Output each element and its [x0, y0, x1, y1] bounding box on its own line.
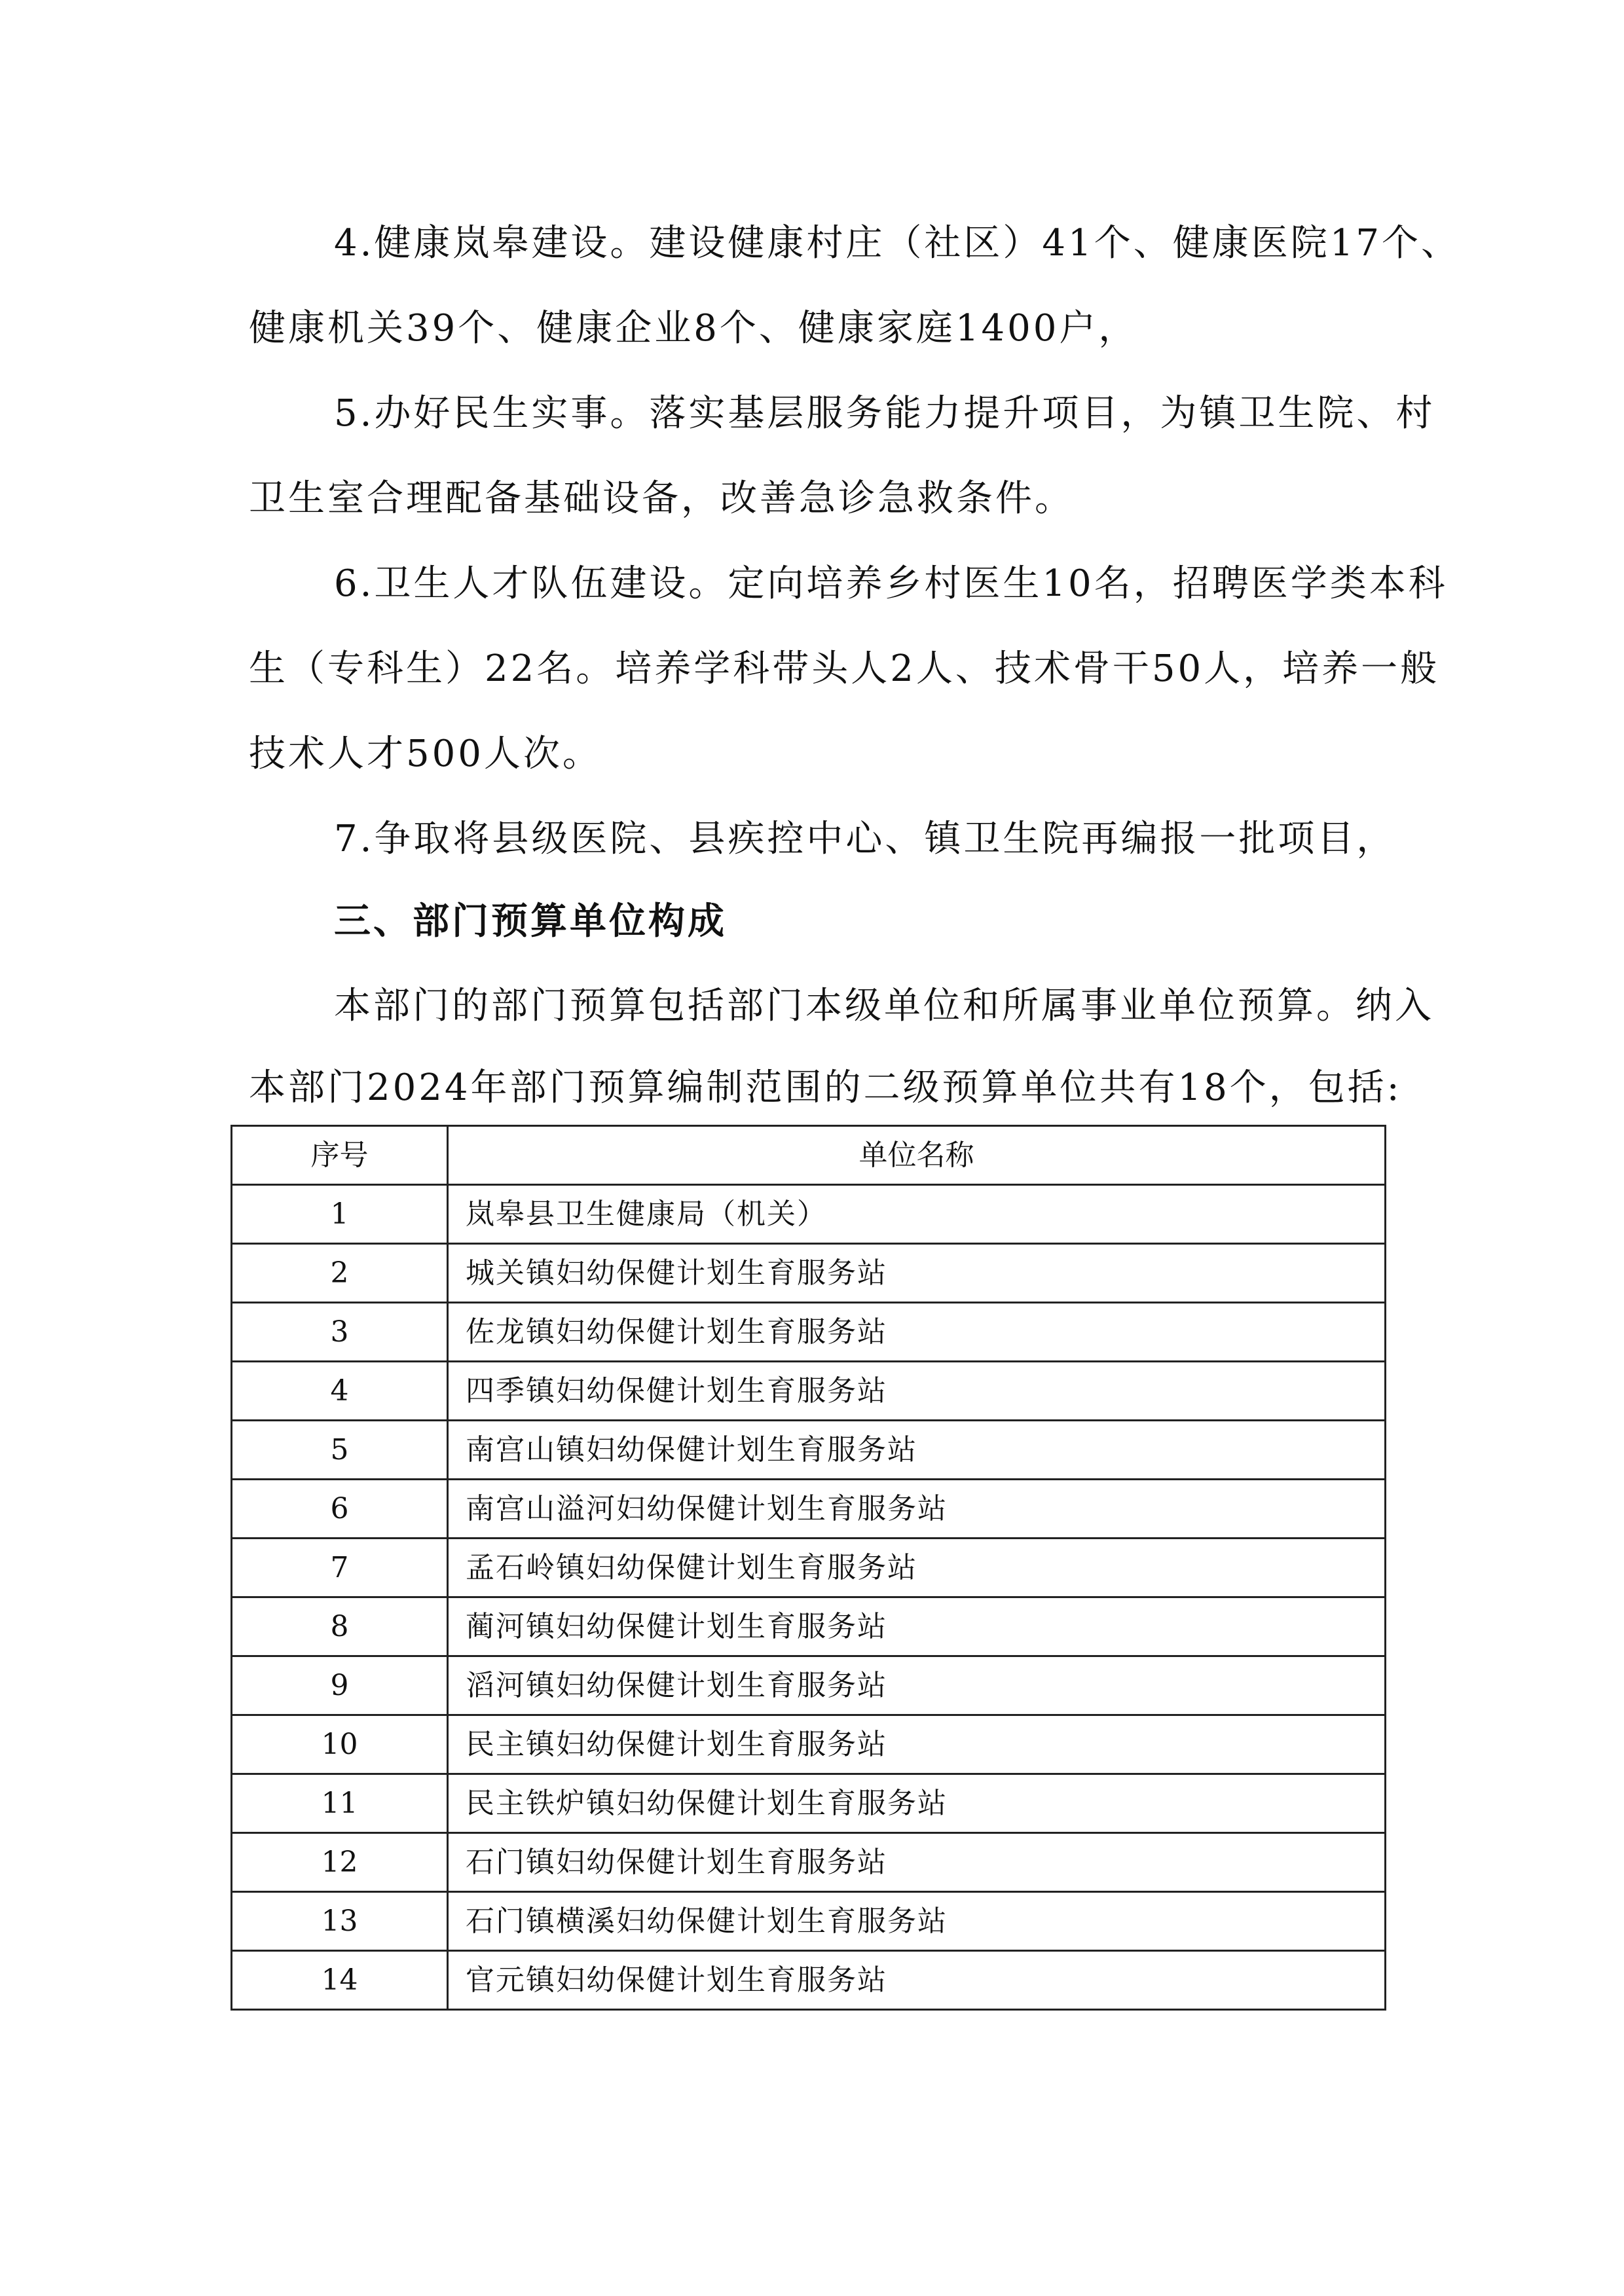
paragraph-4-line-2: 健康机关39个、健康企业8个、健康家庭1400户，: [249, 307, 1138, 350]
row-name: 滔河镇妇幼保健计划生育服务站: [448, 1656, 1386, 1715]
table-row: [232, 1303, 1386, 1362]
row-no: 7: [232, 1539, 448, 1597]
table-row: [232, 1715, 1386, 1774]
row-name: 石门镇横溪妇幼保健计划生育服务站: [448, 1892, 1386, 1951]
paragraph-4-line-1: 4.健康岚皋建设。建设健康村庄（社区）41个、健康医院17个、: [334, 222, 1460, 264]
row-no: 4: [232, 1362, 448, 1421]
paragraph-6-line-1: 6.卫生人才队伍建设。定向培养乡村医生10名，招聘医学类本科: [334, 562, 1448, 605]
intro-line-1: 本部门的部门预算包括部门本级单位和所属事业单位预算。纳入: [334, 985, 1434, 1027]
table-row: [232, 1362, 1386, 1421]
row-name: 城关镇妇幼保健计划生育服务站: [448, 1244, 1386, 1303]
row-no: 8: [232, 1597, 448, 1656]
header-name: 单位名称: [448, 1126, 1386, 1185]
table-header-row: [232, 1126, 1386, 1185]
row-no: 12: [232, 1833, 448, 1892]
row-name: 石门镇妇幼保健计划生育服务站: [448, 1833, 1386, 1892]
row-name: 佐龙镇妇幼保健计划生育服务站: [448, 1303, 1386, 1362]
row-name: 官元镇妇幼保健计划生育服务站: [448, 1951, 1386, 2010]
table-row: [232, 1892, 1386, 1951]
row-name: 岚皋县卫生健康局（机关）: [448, 1185, 1386, 1244]
row-no: 9: [232, 1656, 448, 1715]
table-row: [232, 1480, 1386, 1539]
table-row: [232, 1951, 1386, 2010]
row-no: 5: [232, 1421, 448, 1480]
row-name: 民主铁炉镇妇幼保健计划生育服务站: [448, 1774, 1386, 1833]
row-no: 6: [232, 1480, 448, 1539]
row-no: 1: [232, 1185, 448, 1244]
table-row: [232, 1539, 1386, 1597]
table-row: [232, 1421, 1386, 1480]
row-no: 10: [232, 1715, 448, 1774]
paragraph-7-line-1: 7.争取将县级医院、县疾控中心、镇卫生院再编报一批项目，: [334, 818, 1396, 860]
row-name: 四季镇妇幼保健计划生育服务站: [448, 1362, 1386, 1421]
table-row: [232, 1774, 1386, 1833]
row-name: 蔺河镇妇幼保健计划生育服务站: [448, 1597, 1386, 1656]
header-no: 序号: [232, 1126, 448, 1185]
table-row: [232, 1656, 1386, 1715]
row-name: 民主镇妇幼保健计划生育服务站: [448, 1715, 1386, 1774]
row-no: 14: [232, 1951, 448, 2010]
row-no: 11: [232, 1774, 448, 1833]
row-no: 13: [232, 1892, 448, 1951]
section-heading: 三、部门预算单位构成: [334, 900, 727, 943]
table-row: [232, 1597, 1386, 1656]
row-name: 孟石岭镇妇幼保健计划生育服务站: [448, 1539, 1386, 1597]
intro-line-2: 本部门2024年部门预算编制范围的二级预算单位共有18个，包括:: [249, 1066, 1402, 1109]
table-row: [232, 1185, 1386, 1244]
paragraph-5-line-2: 卫生室合理配备基础设备，改善急诊急救条件。: [249, 477, 1074, 520]
row-no: 2: [232, 1244, 448, 1303]
table-row: [232, 1833, 1386, 1892]
paragraph-6-line-2: 生（专科生）22名。培养学科带头人2人、技术骨干50人，培养一般: [249, 647, 1440, 690]
paragraph-5-line-1: 5.办好民生实事。落实基层服务能力提升项目，为镇卫生院、村: [334, 392, 1435, 435]
row-no: 3: [232, 1303, 448, 1362]
row-name: 南宫山镇妇幼保健计划生育服务站: [448, 1421, 1386, 1480]
row-name: 南宫山溢河妇幼保健计划生育服务站: [448, 1480, 1386, 1539]
table-row: [232, 1244, 1386, 1303]
paragraph-6-line-3: 技术人才500人次。: [249, 733, 602, 775]
budget-units-table: [231, 1125, 1386, 2011]
